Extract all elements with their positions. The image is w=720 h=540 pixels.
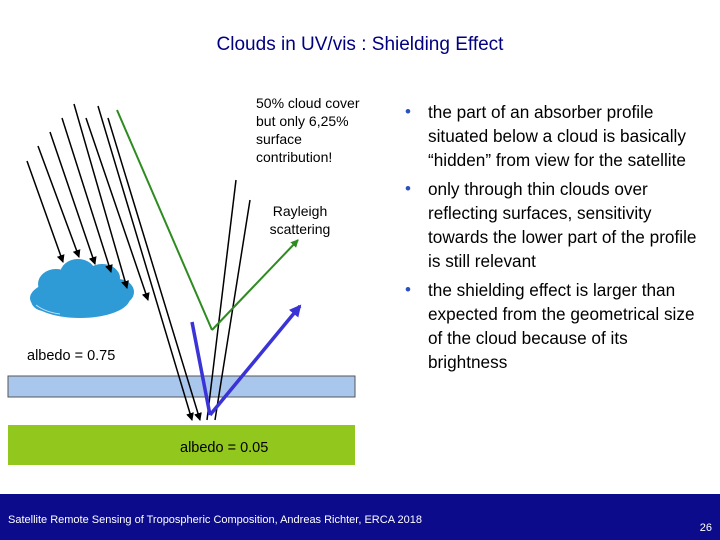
bullet-dot-icon: • xyxy=(405,179,411,198)
bullet-item xyxy=(400,177,705,273)
bullet-text: only through thin clouds over reflecting surfaces, sensitivity towards the lower part of the profile is still relevant xyxy=(428,179,697,271)
slide-title: Clouds in UV/vis : Shielding Effect xyxy=(216,34,504,55)
surface-albedo-label: albedo = 0.05 xyxy=(180,440,269,456)
cloud-albedo-label: albedo = 0.75 xyxy=(27,348,116,364)
rayleigh-label: Rayleigh scattering xyxy=(269,203,331,237)
bullet-text: the part of an absorber profile situated below a cloud is basically “hidden” from view for the satellite xyxy=(428,102,686,170)
cloud-shape xyxy=(30,259,134,318)
page-number: 26 xyxy=(699,522,712,534)
bullet-item xyxy=(400,100,705,172)
bullet-item xyxy=(400,278,705,374)
bullet-text: the shielding effect is larger than expected from the geometrical size of the cloud because of its brightness xyxy=(428,280,695,372)
footer-credit: Satellite Remote Sensing of Tropospheric Composition, Andreas Richter, ERCA 2018 xyxy=(8,514,422,526)
cloud-fraction-label: 50% cloud cover but only 6,25% surface contribution! xyxy=(256,95,360,165)
bullet-dot-icon: • xyxy=(405,102,411,121)
bullet-list xyxy=(400,100,705,379)
bullet-dot-icon: • xyxy=(405,280,411,299)
incident-sun-rays xyxy=(27,104,200,420)
footer-bar xyxy=(0,494,720,540)
